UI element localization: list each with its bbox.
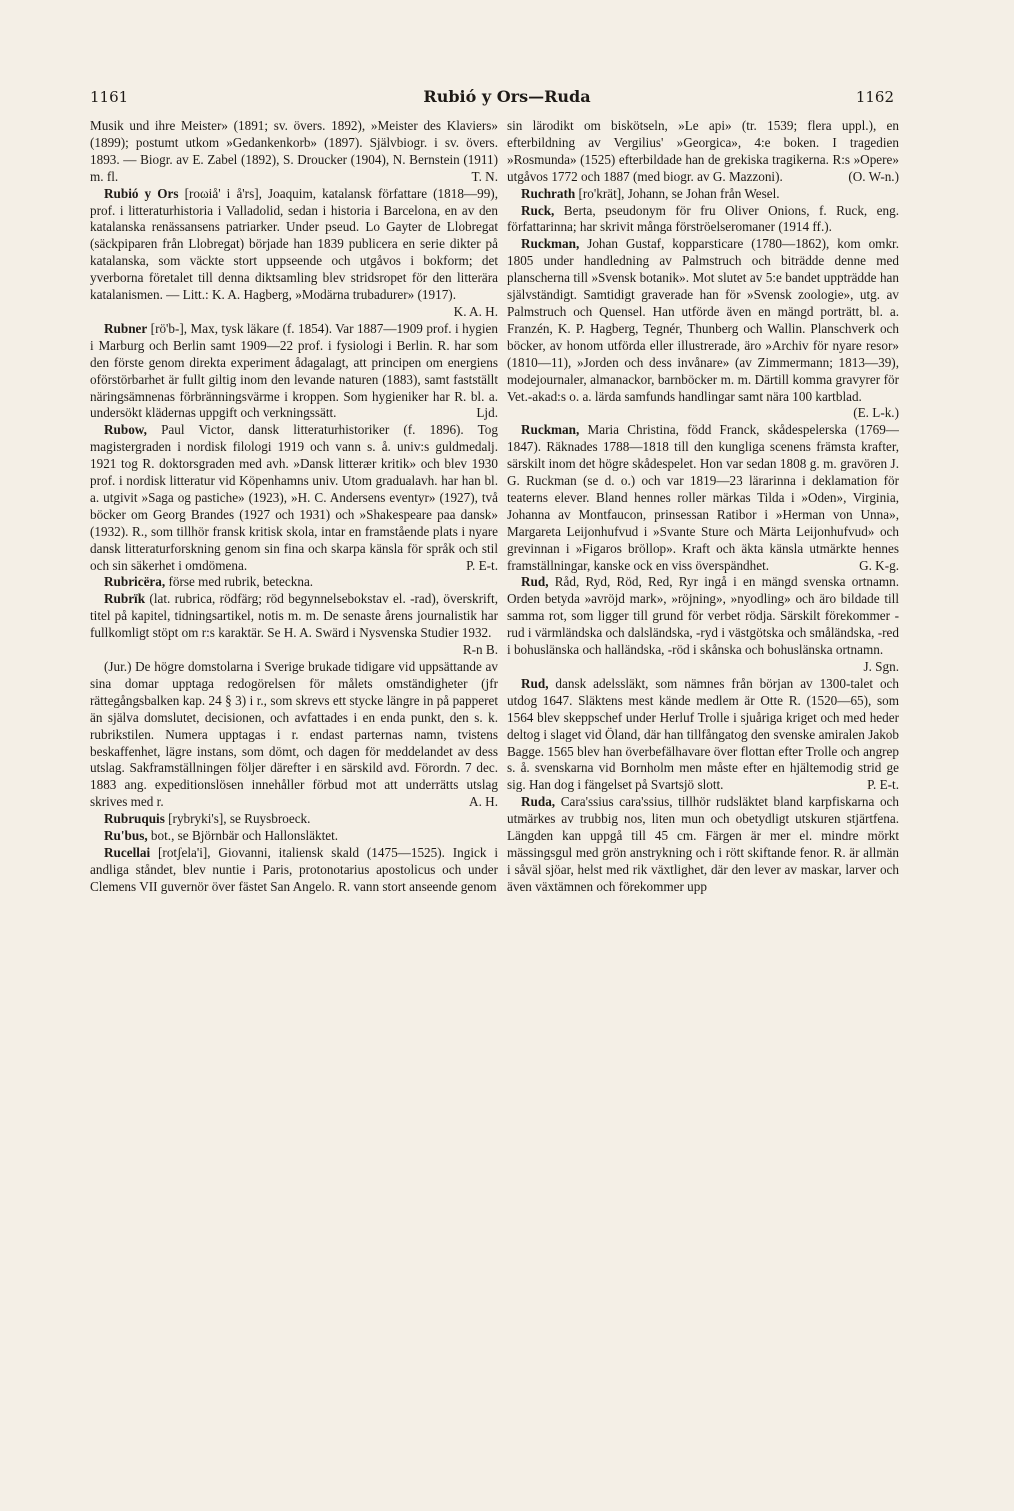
headword: Ruda, [521, 794, 556, 810]
headword: Ruckman, [521, 236, 580, 252]
headword: Ruck, [521, 202, 555, 218]
right-column [507, 118, 899, 1488]
right-page-number: 1162 [855, 88, 894, 106]
headword: Rud, [521, 574, 549, 590]
entry-text: förse med rubrik, beteckna. [168, 574, 314, 590]
left-page-number: 1161 [90, 88, 129, 106]
author-signature: R-n B. [462, 642, 498, 658]
author-signature: (E. L-k.) [853, 405, 899, 421]
headword: Rubrïk [104, 591, 146, 607]
entry-text: bot., se Björnbär och Hallonsläktet. [150, 828, 339, 844]
author-signature: (O. W-n.) [848, 168, 899, 184]
entry-text: Maria Christina, född Franck, skådespelerska (1769—1847). Räknades 1788—1818 till den kungliga scenens främsta krafter, särskilt inom det högre skådespelet. Hon var sedan 1808 g. m. gravören J. G. Ruckman (se d. o.) och var 1819—23 lärarinna i deklamation för teaterns elever. Bland hennes roller märkas Tilda i »Oden», Virginia, Johanna av Montfaucon, prinsessan Ratibor i »Herman von Unna», Margareta Leijonhufvud i »Svante Sture och Märta Leijonhufvud» och grevinnan i »Figaros bröllop». Kraft och äkta känsla utmärkte hennes framställningar, kanske ock en viss överspändhet. [507, 422, 899, 573]
dictionary-entry [507, 203, 899, 237]
running-title: Rubió y Ors—Ruda [423, 87, 591, 106]
entry-text: sin lärodikt om biskötseln, »Le api» (tr. 1539; flera uppl.), en efterbildning av Vergilius' »Georgica», 4:e boken. I tragedien »Rosmunda» (1525) efterbildade han de grekiska tragikerna. R:s »Opere» utgåvos 1772 och 1887 (med biogr. av G. Mazzoni). [507, 118, 899, 184]
entry-text: [rö'b-], Max, tysk läkare (f. 1854). Var 1887—1909 prof. i hygien i Marburg och Berlin samt 1909—22 prof. i fysiologi i Berlin. R. har som den förste genom direkta experiment ådagalagt, att principen om energiens oförstörbarhet är fullt giltig inom den levande naturen (1883), samt fastställt näringsämnenas förbränningsvärme i kroppen. Som hygieniker har R. bl. a. undersökt klädernas uppgift och verkningssätt. [90, 320, 498, 421]
headword: Ruckman, [521, 422, 580, 438]
author-signature: G. K-g. [859, 557, 899, 573]
entry-text: [roωiå' i å'rs], Joaquim, katalansk författare (1818—99), prof. i litteraturhistoria i Valladolid, sedan i historia i Barcelona, en av den katalanska renässansens patriarker. Under pseud. Lo Gayter de Llobregat (säckpiparen från Llobregat) började han 1839 publicera en serie dikter på katalanska, som väckte stort uppseende och utgåvos i bokform; det yverborna företalet till denna diktsamling blev stridsropet för den litterära katalanismen. — Litt.: K. A. Hagberg, »Modärna trubadurer» (1917). [90, 185, 498, 303]
entry-text: Musik und ihre Meister» (1891; sv. övers. 1892), »Meister des Klaviers» (1899); postumt utkom »Gedankenkorb» (1897). Självbiogr. i sv. övers. 1893. — Biogr. av E. Zabel (1892), S. Droucker (1904), N. Bernstein (1911) m. fl. [90, 118, 498, 184]
dictionary-entry [90, 321, 498, 422]
entry-text: Cara'ssius cara'ssius, tillhör rudsläktet bland karpfiskarna och utmärkes av trubbig nos, liten mun och obetydligt utskuren stjärtfena. Längden kan uppgå till 45 cm. Färgen är mer el. mindre mörkt mässingsgul med grön anstrykning och i rött skiftande fenor. R. är allmän i såväl sjöar, helst med rik växtlighet, där den lever av maskar, larver och även växtämnen och förekommer upp [507, 794, 899, 894]
dictionary-entry [507, 574, 899, 675]
entry-text: [rybryki's], se Ruysbroeck. [168, 811, 311, 827]
dictionary-entry [90, 422, 498, 574]
entry-text: Berta, pseudonym för fru Oliver Onions, f. Ruck, eng. författarinna; har skrivit många förströelseromaner (1914 ff.). [507, 202, 899, 235]
headword: Ruchrath [521, 185, 576, 201]
entry-text: (Jur.) De högre domstolarna i Sverige brukade tidigare vid uppsättande av sina domar upptaga redogörelsen för målets omständigheter (jfr rättegångsbalken kap. 24 § 3) i r., som skrevs ett stycke längre in på papperet än själva domslutet, decisionen, och avfattades i en enda punkt, den s. k. rubrikstilen. Numera upptagas i r. endast parternas namn, tvistens beskaffenhet, lägre instans, som dömt, och dagen för meddelandet av dess utslag. Sakframställningen följer därefter i en särskild avd. Förordn. 7 dec. 1883 ang. expeditionslösen innehåller förbud mot att underrätts utslag skrives med r. [90, 659, 498, 810]
entry-text: [ro'krät], Johann, se Johan från Wesel. [578, 185, 780, 201]
dictionary-entry [507, 794, 899, 895]
dictionary-entry [90, 845, 498, 896]
dictionary-entry [90, 591, 498, 659]
headword: Rubow, [104, 422, 147, 438]
left-column [90, 118, 498, 1488]
headword: Rubricëra, [104, 574, 166, 590]
author-signature: T. N. [471, 168, 498, 184]
headword: Ru'bus, [104, 828, 148, 844]
dictionary-entry [507, 422, 899, 574]
author-signature: P. E-t. [867, 777, 899, 793]
author-signature: J. Sgn. [863, 659, 899, 674]
entry-text: Råd, Ryd, Röd, Red, Ryr ingå i en mängd svenska ortnamn. Orden betyda »avröjd mark», »röjning», »nyodling» och äro bildade till samma rot, som ligger till grund för verbet rödja. Särskilt förekommer -rud i värmländska och dalsländska, -ryd i västgötska och småländska, -red i bohuslänska och halländska, -röd i skånska och bohuslänska ortnamn. [507, 574, 899, 658]
continued-text [507, 118, 899, 186]
dictionary-entry [507, 186, 899, 203]
dictionary-entry [90, 811, 498, 828]
headword: Rubruquis [104, 811, 165, 827]
dictionary-entry [507, 676, 899, 794]
dictionary-entry [90, 186, 498, 321]
entry-text: [rotʃela'i], Giovanni, italiensk skald (1475—1525). Ingick i andliga ståndet, blev nuntie i Paris, protonotarius apostolicus och under Clemens VII guvernör över fästet San Angelo. R. vann stort anseende genom [90, 844, 498, 894]
headword: Rubió y Ors [104, 185, 179, 201]
author-signature: K. A. H. [453, 303, 498, 319]
entry-text: dansk adelssläkt, som nämnes från början av 1300-talet och utdog 1647. Släktens mest kände medlem är Otte R. (1520—65), som 1564 blev skeppschef under Herluf Trolle i sjuåriga kriget och med heder deltog i slaget vid Öland, där han tillfångatog den svenske amiralen Jakob Bagge. 1565 blev han överbefälhavare över flottan efter Trolle och angrep s. å. svenskarna vid Bornholm men måste efter en hjältemodig strid ge sig. Han dog i fängelset på Svartsjö slott. [507, 675, 899, 793]
author-signature: Ljd. [476, 405, 498, 421]
dictionary-entry [90, 659, 498, 811]
dictionary-entry [90, 574, 498, 591]
headword: Rubner [104, 320, 148, 336]
entry-text: (lat. rubrica, rödfärg; röd begynnelsebokstav el. -rad), överskrift, titel på kapitel, tidningsartikel, notis m. m. De senaste årens journalistik har fullkomligt stöpt om r:s karaktär. Se H. A. Swärd i Nysvenska Studier 1932. [90, 591, 498, 641]
entry-text: Johan Gustaf, kopparsticare (1780—1862), kom omkr. 1805 under handledning av Palmstruch och biträdde denne med planscherna till »Svensk botanik». Mot slutet av 5:e bandet uppträdde han självständigt. Samtidigt graverade han för »Svensk zoologie», utg. av Palmstruch och Quensel. Han utförde även en mängd porträtt, bl. a. Franzén, K. P. Hagberg, Tegnér, Thunberg och Wallin. Planschverk och böcker, av honom utförda eller illustrerade, äro »Archiv för nyare resor» (1810—11), »Jorden och dess invånare» (av Zimmermann; 1813—39), modejournaler, almanackor, barnböcker m. m. Därtill komma gravyrer för Vet.-akad:s o. a. lärda samfunds handlingar samt nära 100 kartblad. [507, 236, 899, 404]
continued-text [90, 118, 498, 186]
author-signature: A. H. [469, 794, 498, 810]
headword: Rucellai [104, 844, 151, 860]
dictionary-entry [507, 236, 899, 422]
headword: Rud, [521, 675, 549, 691]
dictionary-entry [90, 828, 498, 845]
author-signature: P. E-t. [466, 557, 498, 573]
entry-text: Paul Victor, dansk litteraturhistoriker (f. 1896). Tog magistergraden i nordisk filologi 1919 och vann s. å. univ:s guldmedalj. 1921 tog R. doktorsgraden med avh. »Dansk litterær kritik» och blev 1930 prof. i nordisk litteratur vid Köpenhamns univ. Utom gradualavh. har han bl. a. utgivit »Saga og pastiche» (1923), »H. C. Andersens eventyr» (1927), två böcker om Georg Brandes (1927 och 1931) och »Shakespeare paa dansk» (1932). R., som tillhör fransk kritisk skola, intar en framstående plats i nyare dansk litteraturforskning genom sin fina och skarpa känsla för språk och stil och sin säkerhet i omdömena. [90, 422, 498, 573]
